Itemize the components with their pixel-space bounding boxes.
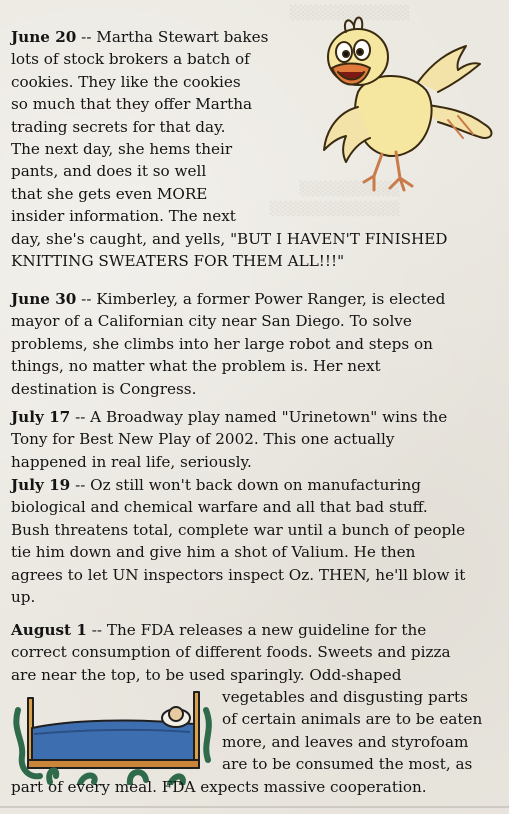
entry-text-line: things, no matter what the problem is. Her next — [11, 357, 381, 376]
entry-text-line: Bush threatens total, complete war until a bunch of people — [11, 520, 466, 539]
entry-text-line: more, and leaves and styrofoam — [222, 732, 469, 751]
entry-text-line: are to be consumed the most, as — [222, 755, 473, 774]
entry-text-line: that she gets even MORE — [11, 184, 208, 203]
entry-text-line: part of every meal. FDA expects massive cooperation. — [11, 778, 427, 796]
entry-text-line: -- Oz still won't back down on manufacturing — [70, 476, 422, 494]
entry-august-1-wrapped — [222, 686, 482, 776]
entry-text-line: day, she's caught, and yells, "BUT I HAVEN'T FINISHED — [11, 229, 448, 248]
entry-text-line: pants, and does it so well — [11, 162, 207, 181]
entry-text-line: lots of stock brokers a batch of — [11, 50, 250, 69]
entry-text-line: happened in real life, seriously. — [11, 452, 252, 471]
entry-text-line: correct consumption of different foods. Sweets and pizza — [11, 643, 451, 662]
entry-text-line: of certain animals are to be eaten — [222, 710, 483, 729]
entry-august-1-final — [11, 776, 427, 798]
entry-date: June 20 — [11, 28, 77, 46]
entry-date: June 30 — [11, 290, 77, 308]
entry-july-17 — [11, 406, 447, 473]
entry-text-line: so much that they offer Martha — [11, 95, 253, 114]
entry-text-line: are near the top, to be used sparingly. Odd-shaped — [11, 665, 402, 684]
entry-text-line: vegetables and disgusting parts — [222, 688, 468, 706]
entry-date: July 17 — [11, 408, 71, 426]
entry-august-1 — [11, 619, 451, 686]
entry-text-line: Tony for Best New Play of 2002. This one actually — [11, 430, 395, 449]
entry-june-30 — [11, 288, 445, 400]
tentacle-bed-illustration — [10, 690, 215, 785]
entry-text-line: mayor of a Californian city near San Diego. To solve — [11, 312, 412, 331]
entry-text-line: cookies. They like the cookies — [11, 72, 241, 91]
entry-text-line: KNITTING SWEATERS FOR THEM ALL!!!" — [11, 251, 345, 270]
entry-date: July 19 — [11, 476, 71, 494]
entry-text-line: tie him down and give him a shot of Valium. He then — [11, 543, 416, 562]
entry-text-line: biological and chemical warfare and all that bad stuff. — [11, 498, 428, 517]
entry-text-line: -- Kimberley, a former Power Ranger, is elected — [76, 290, 446, 308]
entry-text-line: -- The FDA releases a new guideline for the — [86, 621, 427, 639]
entry-text-line: destination is Congress. — [11, 379, 197, 398]
entry-text-line: -- A Broadway play named "Urinetown" wins the — [70, 408, 448, 426]
entry-june-20 — [11, 26, 447, 272]
entry-july-19 — [11, 474, 465, 608]
entry-text-line: The next day, she hems their — [11, 139, 233, 158]
entry-text-line: agrees to let UN inspectors inspect Oz. THEN, he'll blow it — [11, 565, 466, 584]
entry-text-line: insider information. The next — [11, 207, 236, 226]
entry-text-line: trading secrets for that day. — [11, 117, 226, 136]
entry-text-line: problems, she climbs into her large robot and steps on — [11, 334, 433, 353]
entry-text-line: up. — [11, 587, 36, 606]
page-bottom-rule — [0, 806, 509, 808]
entry-text-line: -- Martha Stewart bakes — [76, 28, 269, 46]
entry-date: August 1 — [11, 621, 87, 639]
